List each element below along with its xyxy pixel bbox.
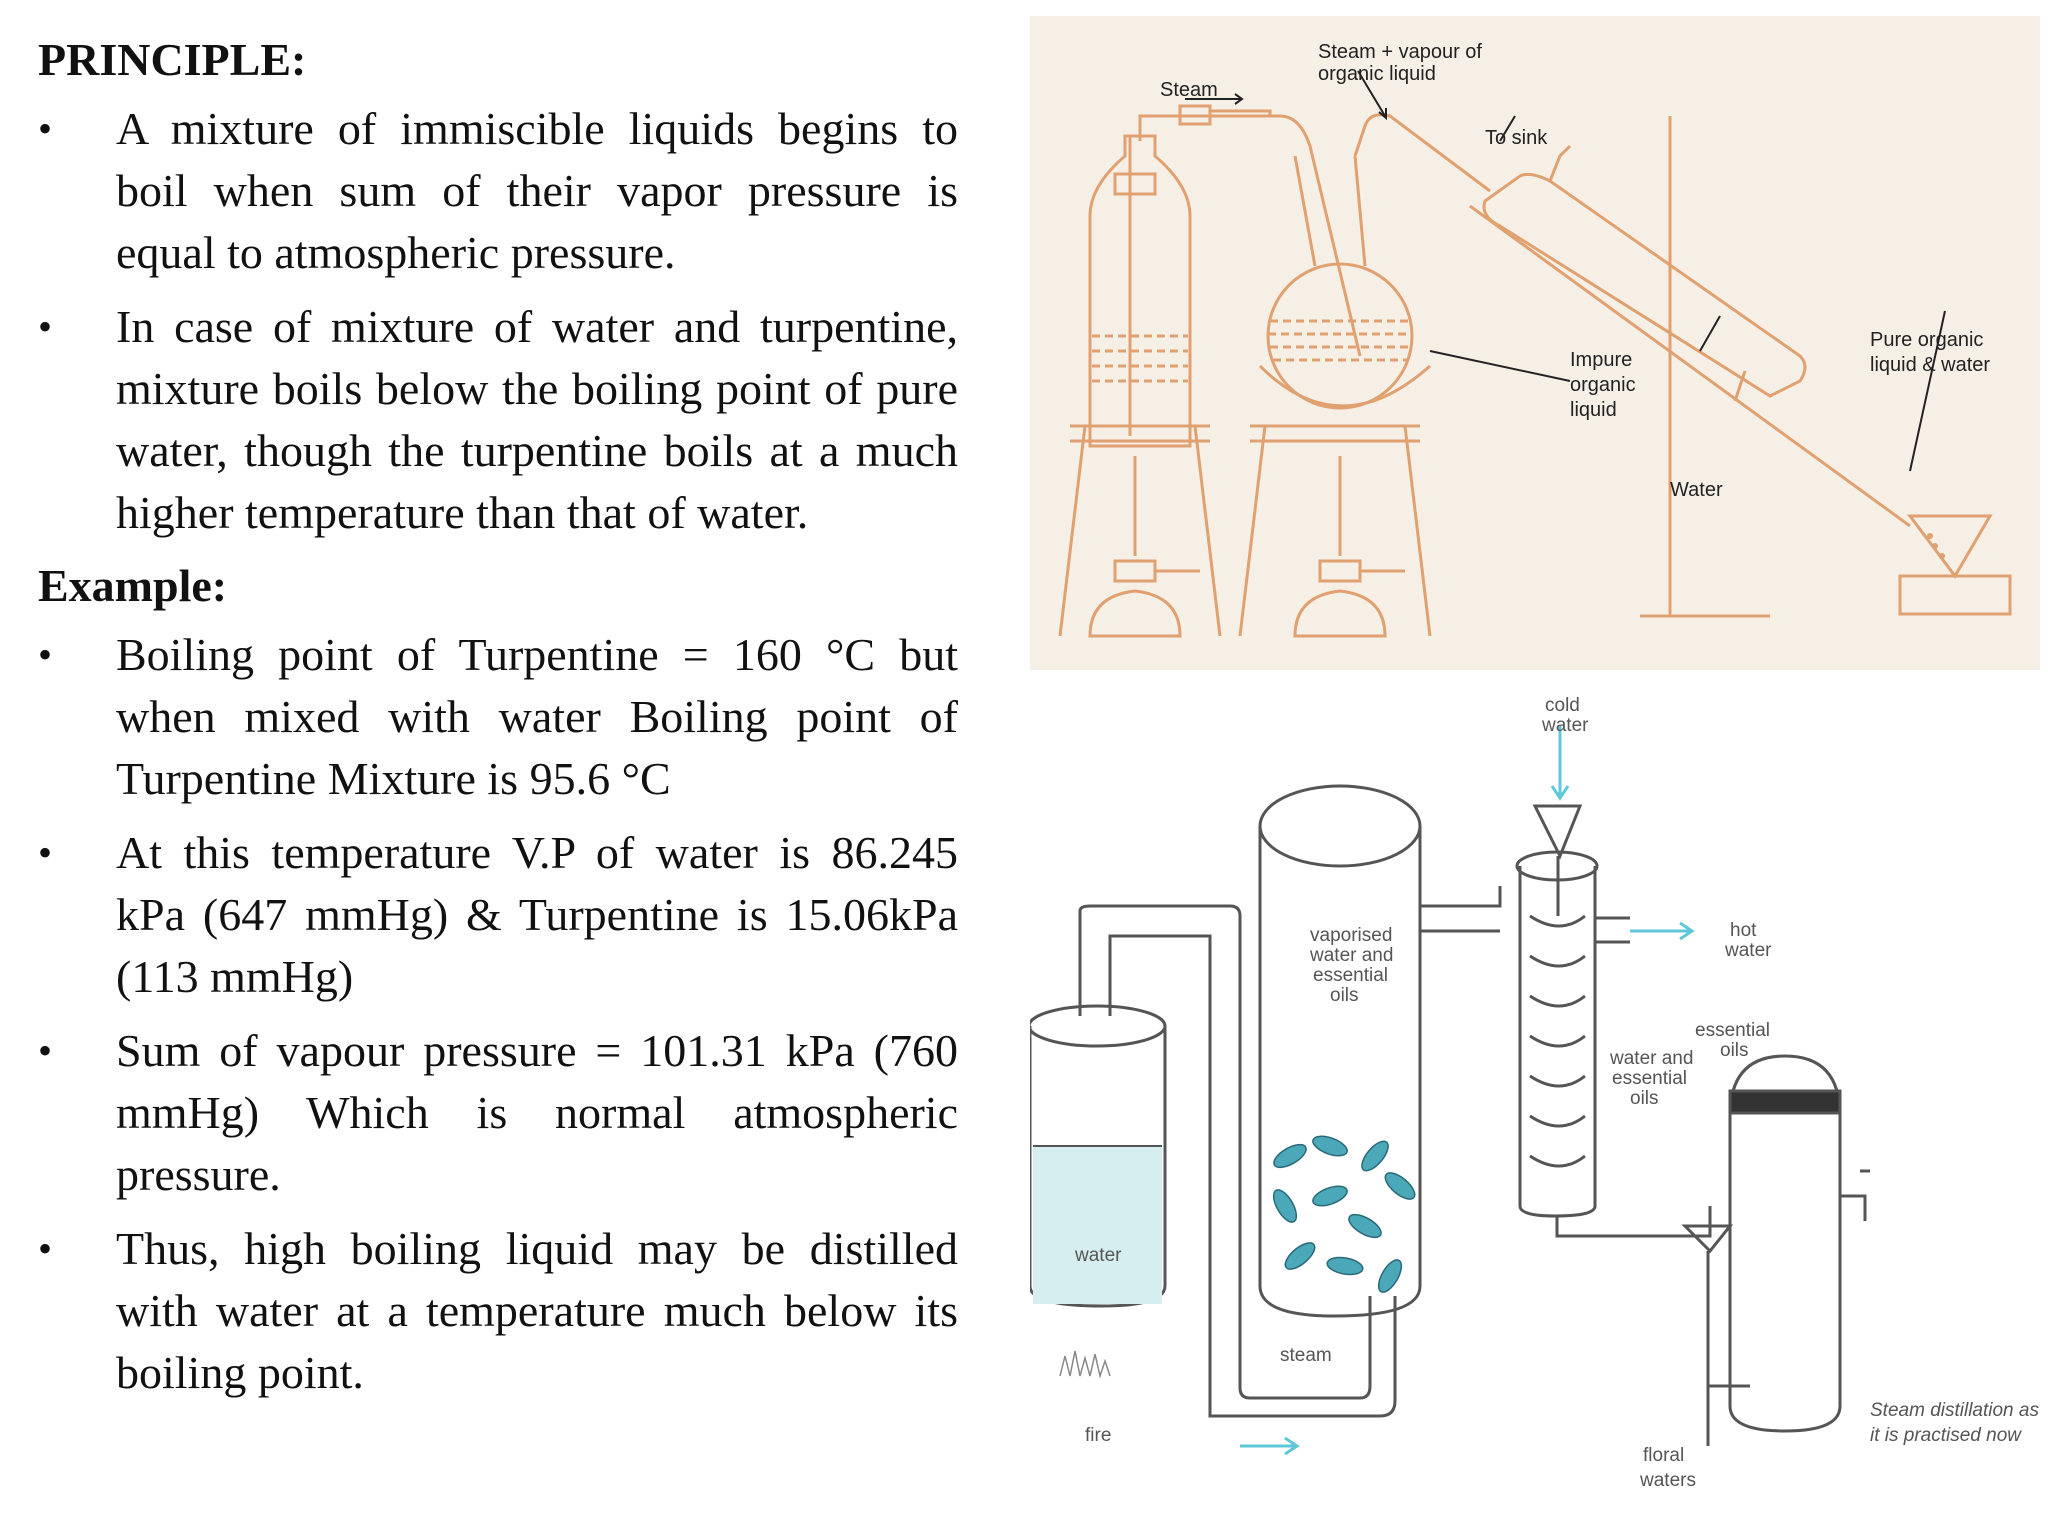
receiver-base — [1900, 576, 2010, 614]
label-impure-line2: organic — [1570, 374, 1636, 396]
burner-left — [1090, 456, 1200, 636]
principle-bullet-text: In case of mixture of water and turpentine, mixture boils below the boiling point of pure water, though the turpentine boils at a much higher temperature than that of water. — [116, 301, 958, 538]
label-impure-line1: Impure — [1570, 349, 1633, 371]
delivery-tube — [1140, 111, 1360, 356]
label-steam-vapour-line2: organic liquid — [1318, 63, 1436, 85]
label-floral-line1: floral — [1643, 1445, 1685, 1466]
bullet-dot: • — [38, 106, 53, 151]
label-steam: Steam — [1160, 79, 1218, 101]
label-ess-line2: oils — [1720, 1040, 1749, 1061]
modern-distillation-drawing — [1030, 686, 2040, 1506]
label-we-line3: oils — [1630, 1088, 1659, 1109]
bullet-dot: • — [38, 1226, 53, 1271]
still-column — [1260, 826, 1420, 1316]
steam-generator-flask — [1090, 136, 1190, 446]
example-bullet-text: Boiling point of Turpentine = 160 °C but when mixed with water Boiling point of Turpentine Mixture is 95.6 °C — [116, 629, 958, 804]
label-ess-line1: essential — [1695, 1020, 1770, 1041]
tripod-right — [1240, 426, 1430, 636]
label-we-line2: essential — [1612, 1068, 1687, 1089]
example-bullet-text: Sum of vapour pressure = 101.31 kPa (760 mmHg) Which is normal atmospheric pressure. — [116, 1025, 958, 1200]
example-bullet — [38, 1218, 958, 1404]
label-vap-line2: water and — [1310, 945, 1394, 966]
label-steam: steam — [1280, 1345, 1332, 1366]
label-floral-line2: waters — [1640, 1470, 1696, 1491]
label-cold-line2: water — [1542, 715, 1589, 736]
still-head — [1355, 115, 1490, 191]
principle-bullet — [38, 296, 958, 544]
caption-line1: Steam distillation as — [1870, 1400, 2039, 1421]
example-heading: Example: — [38, 560, 228, 611]
label-vap-line4: oils — [1330, 985, 1359, 1006]
bullet-dot: • — [38, 830, 53, 875]
example-bullet — [38, 822, 958, 1008]
modern-steam-distillation-figure — [1030, 686, 2040, 1506]
label-vap-line1: vaporised — [1310, 925, 1393, 946]
example-bullet-text: Thus, high boiling liquid may be distilled with water at a temperature much below its boiling point. — [116, 1223, 958, 1398]
label-pure-line1: Pure organic — [1870, 329, 1984, 351]
label-impure-line3: liquid — [1570, 399, 1617, 421]
text-panel — [38, 30, 958, 1416]
principle-bullet — [38, 98, 958, 284]
cold-water-funnel — [1535, 806, 1580, 916]
principle-list — [38, 98, 958, 544]
label-water: Water — [1670, 479, 1723, 501]
label-to-sink: To sink — [1485, 127, 1548, 149]
receiver — [1910, 516, 1990, 576]
principle-heading: PRINCIPLE: — [38, 34, 307, 85]
round-bottom-flask — [1268, 264, 1412, 408]
retort-stand — [1640, 116, 1770, 616]
label-hot-line1: hot — [1730, 920, 1757, 941]
caption-line2: it is practised now — [1870, 1425, 2022, 1446]
bullet-dot: • — [38, 1028, 53, 1073]
label-hot-line2: water — [1725, 940, 1772, 961]
example-bullet — [38, 624, 958, 810]
bullet-dot: • — [38, 632, 53, 677]
example-bullet — [38, 1020, 958, 1206]
bullet-dot: • — [38, 304, 53, 349]
burner-right — [1295, 456, 1405, 636]
example-bullet-text: At this temperature V.P of water is 86.245 kPa (647 mmHg) & Turpentine is 15.06kPa (113 mmHg) — [116, 827, 958, 1002]
apparatus-drawing — [1030, 16, 2040, 670]
label-we-line1: water and — [1610, 1048, 1694, 1069]
label-pure-line2: liquid & water — [1870, 354, 1991, 376]
principle-bullet-text: A mixture of immiscible liquids begins to boil when sum of their vapor pressure is equal to atmospheric pressure. — [116, 103, 958, 278]
label-fire: fire — [1085, 1425, 1112, 1446]
steam-distillation-apparatus-figure — [1030, 16, 2040, 670]
flask-stopper — [1115, 174, 1155, 194]
example-list — [38, 624, 958, 1404]
label-water: water — [1075, 1245, 1122, 1266]
label-vap-line3: essential — [1313, 965, 1388, 986]
water-bath — [1260, 366, 1430, 406]
separator-funnel — [1685, 1226, 1750, 1446]
fire-icon — [1060, 1351, 1110, 1376]
label-cold-line1: cold — [1545, 695, 1580, 716]
label-steam-vapour-line1: Steam + vapour of — [1318, 41, 1482, 63]
tripod-left — [1060, 426, 1220, 636]
condenser — [1484, 174, 1805, 396]
